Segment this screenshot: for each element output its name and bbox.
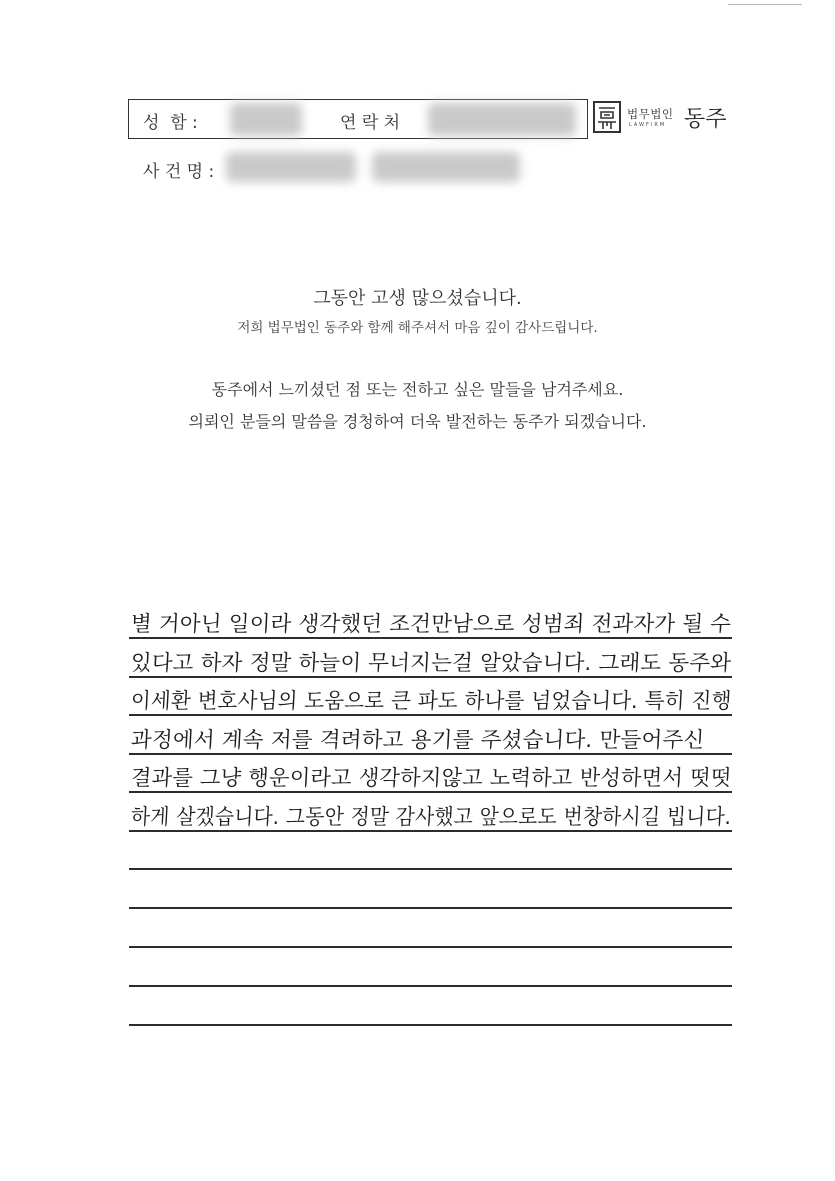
intro-heading: 그동안 고생 많으셨습니다. — [313, 288, 522, 309]
case-redacted-1 — [226, 152, 356, 182]
name-label: 성 함 : — [143, 113, 198, 133]
writing-rule — [129, 753, 732, 755]
logo-text-en: LAWFIRM — [629, 122, 667, 128]
name-redacted — [230, 103, 302, 136]
law-firm-logo — [590, 99, 740, 139]
handwritten-line-5: 결과를 그냥 행운이라고 생각하지않고 노력하고 반성하면서 떳떳 — [130, 766, 733, 791]
writing-rule — [129, 985, 732, 987]
writing-rule — [129, 791, 732, 793]
writing-rule — [129, 907, 732, 909]
case-redacted-2 — [372, 152, 520, 182]
handwritten-line-4: 과정에서 계속 저를 격려하고 용기를 주셨습니다. 만들어주신 — [130, 728, 706, 753]
contact-redacted — [428, 103, 576, 136]
intro-thanks: 저희 법무법인 동주와 함께 해주셔서 마음 깊이 감사드립니다. — [237, 320, 598, 336]
handwritten-line-2: 있다고 하자 정말 하늘이 무너지는걸 알았습니다. 그래도 동주와 — [130, 651, 732, 676]
writing-rule — [129, 946, 732, 948]
writing-rule — [129, 637, 732, 639]
writing-rule — [129, 676, 732, 678]
writing-rule — [129, 1024, 732, 1026]
logo-firm-name: 동주 — [684, 107, 727, 132]
contact-label: 연 락 처 — [340, 113, 401, 133]
intro-request: 동주에서 느끼셨던 점 또는 전하고 싶은 말들을 남겨주세요. — [211, 380, 624, 399]
logo-text-ko: 법무법인 — [627, 107, 674, 121]
writing-rule — [129, 830, 732, 832]
dong-ju-seal-icon — [593, 101, 621, 133]
writing-rule — [129, 868, 732, 870]
handwritten-line-3: 이세환 변호사님의 도움으로 큰 파도 하나를 넘었습니다. 특히 진행 — [130, 689, 733, 714]
intro-promise: 의뢰인 분들의 말씀을 경청하여 더욱 발전하는 동주가 되겠습니다. — [188, 412, 647, 431]
writing-rule — [129, 714, 732, 716]
corner-mark — [728, 4, 802, 5]
case-label: 사 건 명 : — [143, 162, 215, 182]
handwritten-line-1: 별 거아닌 일이라 생각했던 조건만남으로 성범죄 전과자가 될 수 — [130, 612, 732, 637]
handwritten-line-6: 하게 살겠습니다. 그동안 정말 감사했고 앞으로도 번창하시길 빕니다. — [130, 805, 732, 830]
